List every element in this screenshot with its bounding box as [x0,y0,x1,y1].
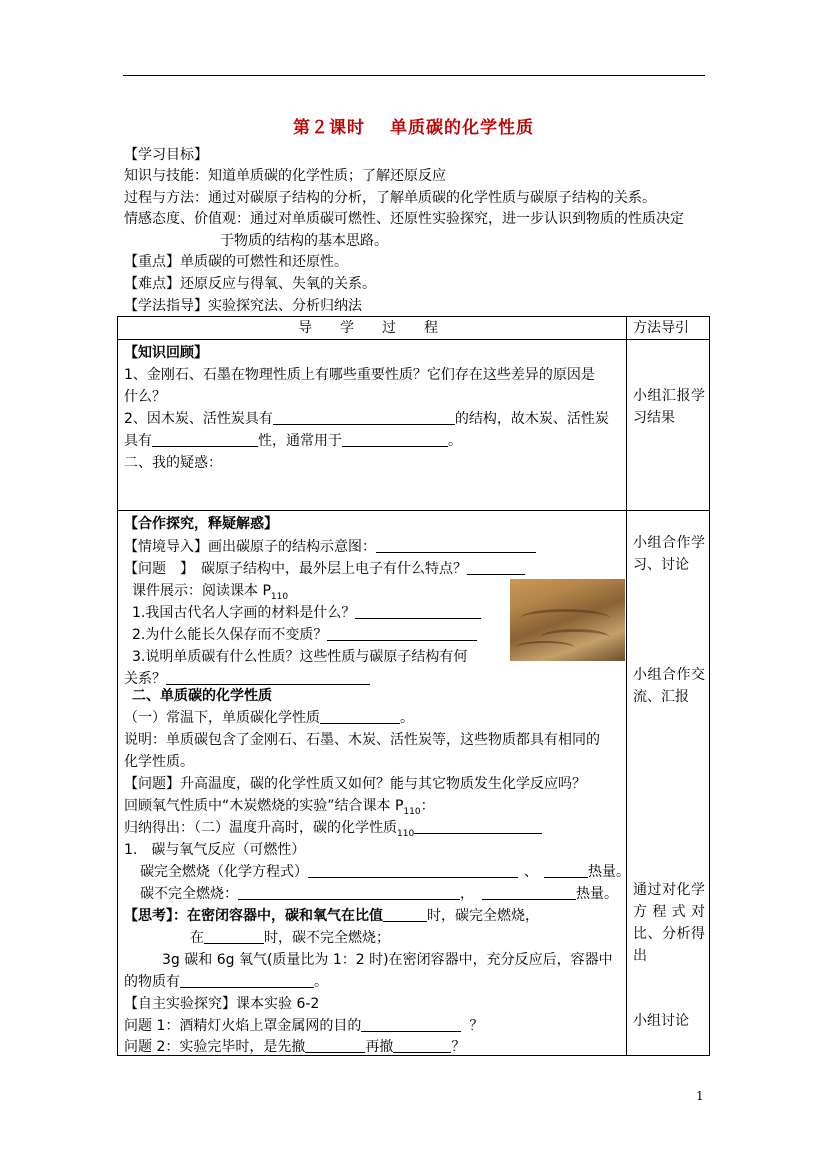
explore-p1 [132,602,481,624]
chem-think [124,905,539,927]
review-doubts: 二、我的疑惑： [124,455,222,471]
explore-intro [124,536,536,558]
experiment-q2-text: 问题 2：实验完毕时，是先撤 [124,1039,306,1055]
section-divider [118,510,709,511]
explore-p3: 3.说明单质碳有什么性质？这些性质与碳原子结构有何 [132,649,468,665]
chem-complete-end: 热量。 [588,864,630,880]
header-divider [118,339,709,340]
chem-calc-cont [124,971,328,993]
blank-high-temp[interactable] [414,819,542,834]
blank-atom-diagram[interactable] [376,538,536,553]
blank-property-relation[interactable] [166,670,370,685]
courseware-page: 110 [270,591,289,602]
review-q2 [124,408,609,430]
chem-oxygen: 1. 碳与氧气反应（可燃性） [124,842,306,858]
chem-normal-end: 。 [400,710,414,726]
blank-complete-equation[interactable] [308,863,518,878]
objective-emotion-cont: 于物质的结构的基本思路。 [220,233,388,249]
blank-complete-heat[interactable] [544,863,588,878]
blank-ratio-incomplete[interactable] [204,929,264,944]
objective-emotion: 情感态度、价值观：通过对单质碳可燃性、还原性实验探究，进一步认识到物质的性质决定 [124,211,684,227]
difficulty: 【难点】还原反应与得氧、失氧的关系。 [124,276,376,292]
review-q2-text: 2、因木炭、活性炭具有 [124,411,273,427]
experiment-q2 [124,1036,465,1058]
experiment-q1-text: 问题 1：酒精灯火焰上罩金属网的目的 [124,1018,362,1034]
chem-normal [124,707,414,729]
chem-review-end: ： [420,798,435,814]
chem-think-text: 【思考】：在密闭容器中，碳和氧气在比值 [124,908,383,924]
explore-heading: 【合作探究，释疑解惑】 [124,516,278,532]
blank-material[interactable] [355,604,481,619]
blank-products[interactable] [180,973,314,988]
experiment-heading: 【自主实验探究】课本实验 6-2 [124,996,320,1012]
chem-think-cont [190,927,390,949]
explore-question-text: 【问题 】 碳原子结构中，最外层上电子有什么特点？ [124,561,467,577]
blank-remove-first[interactable] [305,1038,365,1053]
chem-calc-end: 。 [314,974,328,990]
chem-conclude-text: 归纳得出：（二）温度升高时，碳的化学性质 [124,820,397,836]
chem-note: 说明：单质碳包含了金刚石、石墨、木炭、活性炭等，这些物质都具有相同的 [124,732,600,748]
column-header-method: 方法导引 [633,320,689,336]
side-note-exchange: 小组合作交流、汇报 [633,667,705,705]
key-point: 【重点】单质碳的可燃性和还原性。 [124,254,348,270]
ancient-painting-image [510,579,625,661]
experiment-q2-end: ？ [451,1039,466,1055]
blank-usage[interactable] [342,432,448,447]
chem-review-page: 110 [403,806,421,817]
review-q2-text-d: 性，通常用于 [258,433,342,449]
side-note-discussion: 小组讨论 [633,1013,689,1029]
objective-knowledge: 知识与技能：知道单质碳的化学性质；了解还原反应 [124,168,446,184]
chem-complete [140,861,630,883]
side-note-equation: 通过对化学方程式对比、分析得出 [633,882,705,964]
lesson-table [117,316,710,1056]
review-q2-text-b: 的结构，故木炭、活性炭 [454,411,609,427]
blank-structure[interactable] [273,410,455,425]
chem-heading: 二、单质碳的化学性质 [132,688,272,704]
experiment-q2-text-b: 再撤 [365,1039,394,1055]
blank-remove-second[interactable] [393,1038,451,1053]
blank-incomplete-equation[interactable] [238,885,460,900]
review-q1-cont: 什么？ [124,389,166,405]
page-number: 1 [696,1089,704,1103]
side-note-review: 小组汇报学习结果 [633,388,705,426]
chem-issue: 【问题】升高温度，碳的化学性质又如何？能与其它物质发生化学反应吗？ [124,776,586,792]
chem-calc: 3g 碳和 6g 氧气(质量比为 1：2 时)在密闭容器中，充分反应后，容器中 [162,952,613,968]
chem-incomplete [140,883,618,905]
blank-ratio-complete[interactable] [383,907,427,922]
blank-property[interactable] [152,432,258,447]
explore-p2 [132,624,477,646]
column-divider [626,317,627,1055]
blank-incomplete-heat[interactable] [482,885,576,900]
chem-incomplete-text: 碳不完全燃烧： [140,886,238,902]
blank-stability[interactable] [320,709,400,724]
review-heading: 【知识回顾】 [124,345,208,361]
chem-conclude-page: 110 [397,828,415,839]
blank-metal-net[interactable] [361,1017,461,1032]
page-title: 第２课时 单质碳的化学性质 [293,118,534,138]
review-q2-cont [124,430,462,452]
chem-think-text-d: 时，碳不完全燃烧； [264,930,390,946]
chem-think-text-b: 时，碳完全燃烧， [427,908,539,924]
chem-incomplete-sep: ， [460,886,474,902]
explore-question [124,558,525,580]
chem-review-text: 回顾氧气性质中“木炭燃烧的实验”结合课本 P [124,798,404,814]
study-method: 【学法指导】实验探究法、分析归纳法 [124,298,362,314]
explore-p3-text: 关系？ [124,671,166,687]
explore-p2-text: 2.为什么能长久保存而不变质？ [132,627,328,643]
side-note-explore: 小组合作学习、讨论 [633,535,705,573]
review-q2-text-e: 。 [448,433,462,449]
courseware-text: 课件展示：阅读课本 P [132,583,271,599]
chem-complete-sep: 、 [524,864,538,880]
chem-calc-text: 的物质有 [124,974,180,990]
review-q1: 1、金刚石、石墨在物理性质上有哪些重要性质？它们存在这些差异的原因是 [124,367,595,383]
chem-normal-text: （一）常温下，单质碳化学性质 [124,710,320,726]
objectives-heading: 【学习目标】 [124,147,208,163]
chem-complete-text: 碳完全燃烧（化学方程式） [140,864,308,880]
blank-outer-electrons[interactable] [467,560,525,575]
review-q2-text-c: 具有 [124,433,152,449]
blank-preservation[interactable] [327,626,477,641]
header-rule [123,75,705,76]
explore-p1-text: 1.我国古代名人字画的材料是什么？ [132,605,356,621]
experiment-q1-end: ？ [469,1018,484,1034]
explore-intro-text: 【情境导入】画出碳原子的结构示意图： [124,539,376,555]
column-header-process: 导 学 过 程 [298,320,438,336]
objective-process: 过程与方法：通过对碳原子结构的分析，了解单质碳的化学性质与碳原子结构的关系。 [124,190,656,206]
experiment-q1 [124,1015,483,1037]
chem-note-cont: 化学性质。 [124,754,194,770]
chem-think-text-c: 在 [190,930,204,946]
chem-incomplete-end: 热量。 [576,886,618,902]
